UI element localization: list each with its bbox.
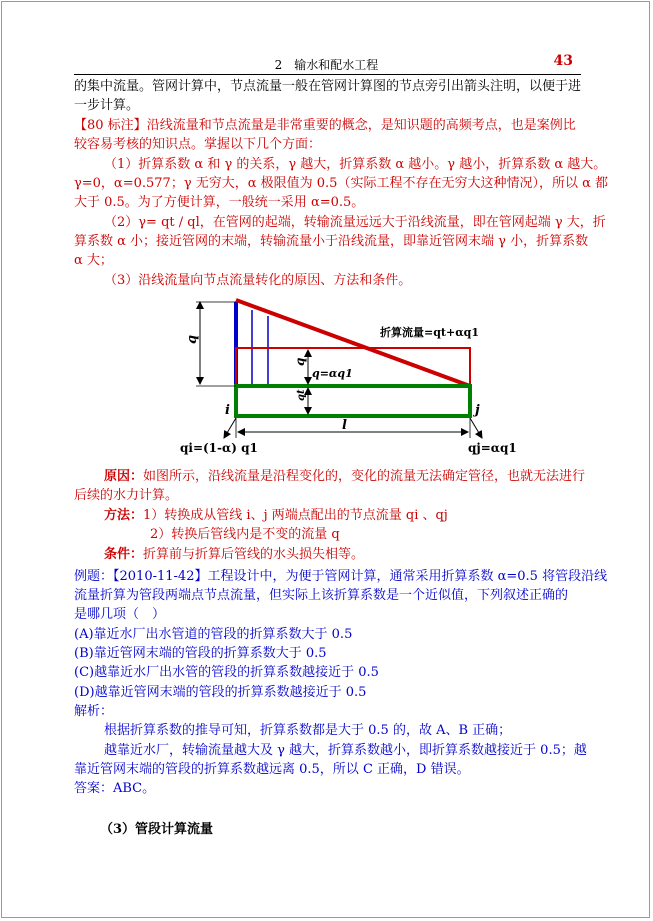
option-d: (D)越靠近管网末端的管段的折算系数越接近于 0.5 xyxy=(74,685,367,700)
note-item-2-line-3: α 大； xyxy=(74,253,113,268)
option-a: (A)靠近水厂出水管道的管段的折算系数大于 0.5 xyxy=(74,627,353,642)
label-length: l xyxy=(342,418,347,433)
pipe-segment xyxy=(236,386,470,416)
note-line-1-text: 沿线流量和节点流量是非常重要的概念，是知识题的高频考点，也是案例比 xyxy=(146,118,576,133)
example-question-2: 流量折算为管段两端点节点流量，但实际上该折算系数是一个近似值，下列叙述正确的 xyxy=(74,588,569,603)
analysis-label: 解析： xyxy=(74,704,114,719)
reason-line-2: 后续的水力计算。 xyxy=(74,488,179,503)
note-item-1-line-3: 大于 0.5。为了方便计算，一般统一采用 α=0.5。 xyxy=(74,195,365,210)
condition-label: 条件： xyxy=(104,547,144,562)
condition-text: 折算前与折算后管线的水头损失相等。 xyxy=(143,547,365,562)
page-number: 43 xyxy=(553,53,573,69)
note-line-2: 较容易考核的知识点。掌握以下几个方面： xyxy=(74,137,322,152)
header-divider xyxy=(74,74,581,75)
label-node-i: i xyxy=(225,403,230,418)
option-c: (C)越靠近水厂出水管的管段的折算系数越接近于 0.5 xyxy=(74,665,379,680)
label-qt: qt xyxy=(296,389,307,401)
note-item-3: （3）沿线流量向节点流量转化的原因、方法和条件。 xyxy=(104,273,412,288)
condition-line xyxy=(104,545,364,564)
answer-line: 答案：ABC。 xyxy=(74,781,156,796)
example-prefix: 例题： xyxy=(74,569,114,584)
chapter-title: 2 输水和配水工程 xyxy=(274,58,379,72)
method-item-1: 1）转换成从管线 i、j 两端点配出的节点流量 qi 、qj xyxy=(143,508,448,523)
section-heading: （3）管段计算流量 xyxy=(100,822,214,837)
reason-text: 如图所示，沿线流量是沿程变化的，变化的流量无法确定管径，也就无法进行 xyxy=(143,469,586,484)
node-i-flow-arrow xyxy=(224,418,236,438)
note-item-1-line-1: （1）折算系数 α 和 γ 的关系，γ 越大，折算系数 α 越小。γ 越小，折算系数 α 越大。 xyxy=(104,157,607,172)
analysis-line-3: 靠近管网末端的管段的折算系数越远离 0.5，所以 C 正确，D 错误。 xyxy=(74,762,470,777)
example-line-1 xyxy=(74,567,607,586)
method-line-1 xyxy=(104,506,448,525)
label-node-i-flow: qi=(1-α) q1 xyxy=(180,441,258,455)
note-item-2-line-2: 算系数 α 小；接近管网的末端，转输流量小于沿线流量，即靠近管网末端 γ 小，折算系数 xyxy=(74,234,589,249)
intro-line-2: 一步计算。 xyxy=(74,98,140,113)
label-converted-flow: 折算流量=qt+αq1 xyxy=(380,326,480,339)
reason-label: 原因： xyxy=(104,469,144,484)
label-q-alpha: q=αq1 xyxy=(312,367,353,380)
analysis-line-1: 根据折算系数的推导可知，折算系数都是大于 0.5 的，故 A、B 正确； xyxy=(104,723,512,738)
example-question-1: 【2010-11-42】工程设计中，为便于管网计算，通常采用折算系数 α=0.5 将管段沿线 xyxy=(113,569,608,584)
flow-conversion-diagram xyxy=(170,292,530,460)
intro-line-1: 的集中流量。管网计算中，节点流量一般在管网计算图的节点旁引出箭头注明，以便于进 xyxy=(74,79,582,94)
note-tag: 【80 标注】 xyxy=(74,118,147,133)
note-item-1-line-2: γ=0，α=0.577；γ 无穷大，α 极限值为 0.5（实际工程不存在无穷大这种情况），所以 α 都 xyxy=(74,176,608,191)
converted-flow-rect xyxy=(236,348,470,386)
method-item-2: 2）转换后管线内是不变的流量 q xyxy=(150,527,340,542)
note-item-2-line-1: （2）γ= qt / ql，在管网的起端，转输流量远远大于沿线流量，即在管网起端 γ 大，折 xyxy=(104,215,606,230)
note-line-1 xyxy=(74,116,576,135)
method-label: 方法： xyxy=(104,508,144,523)
line-load-diagonal xyxy=(236,300,470,386)
analysis-line-2: 越靠近水厂，转输流量越大及 γ 越大，折算系数越小，即折算系数越接近于 0.5；越 xyxy=(104,743,587,758)
example-question-3: 是哪几项（ ） xyxy=(74,607,166,622)
node-j-flow-arrow xyxy=(470,418,482,438)
label-node-j: j xyxy=(475,403,480,418)
option-b: (B)靠近管网末端的管段的折算系数大于 0.5 xyxy=(74,646,327,661)
reason-line-1 xyxy=(104,467,585,486)
label-node-j-flow: qj=αq1 xyxy=(468,441,517,455)
label-q-mid: q xyxy=(293,357,307,366)
label-q-left: q xyxy=(185,334,200,344)
